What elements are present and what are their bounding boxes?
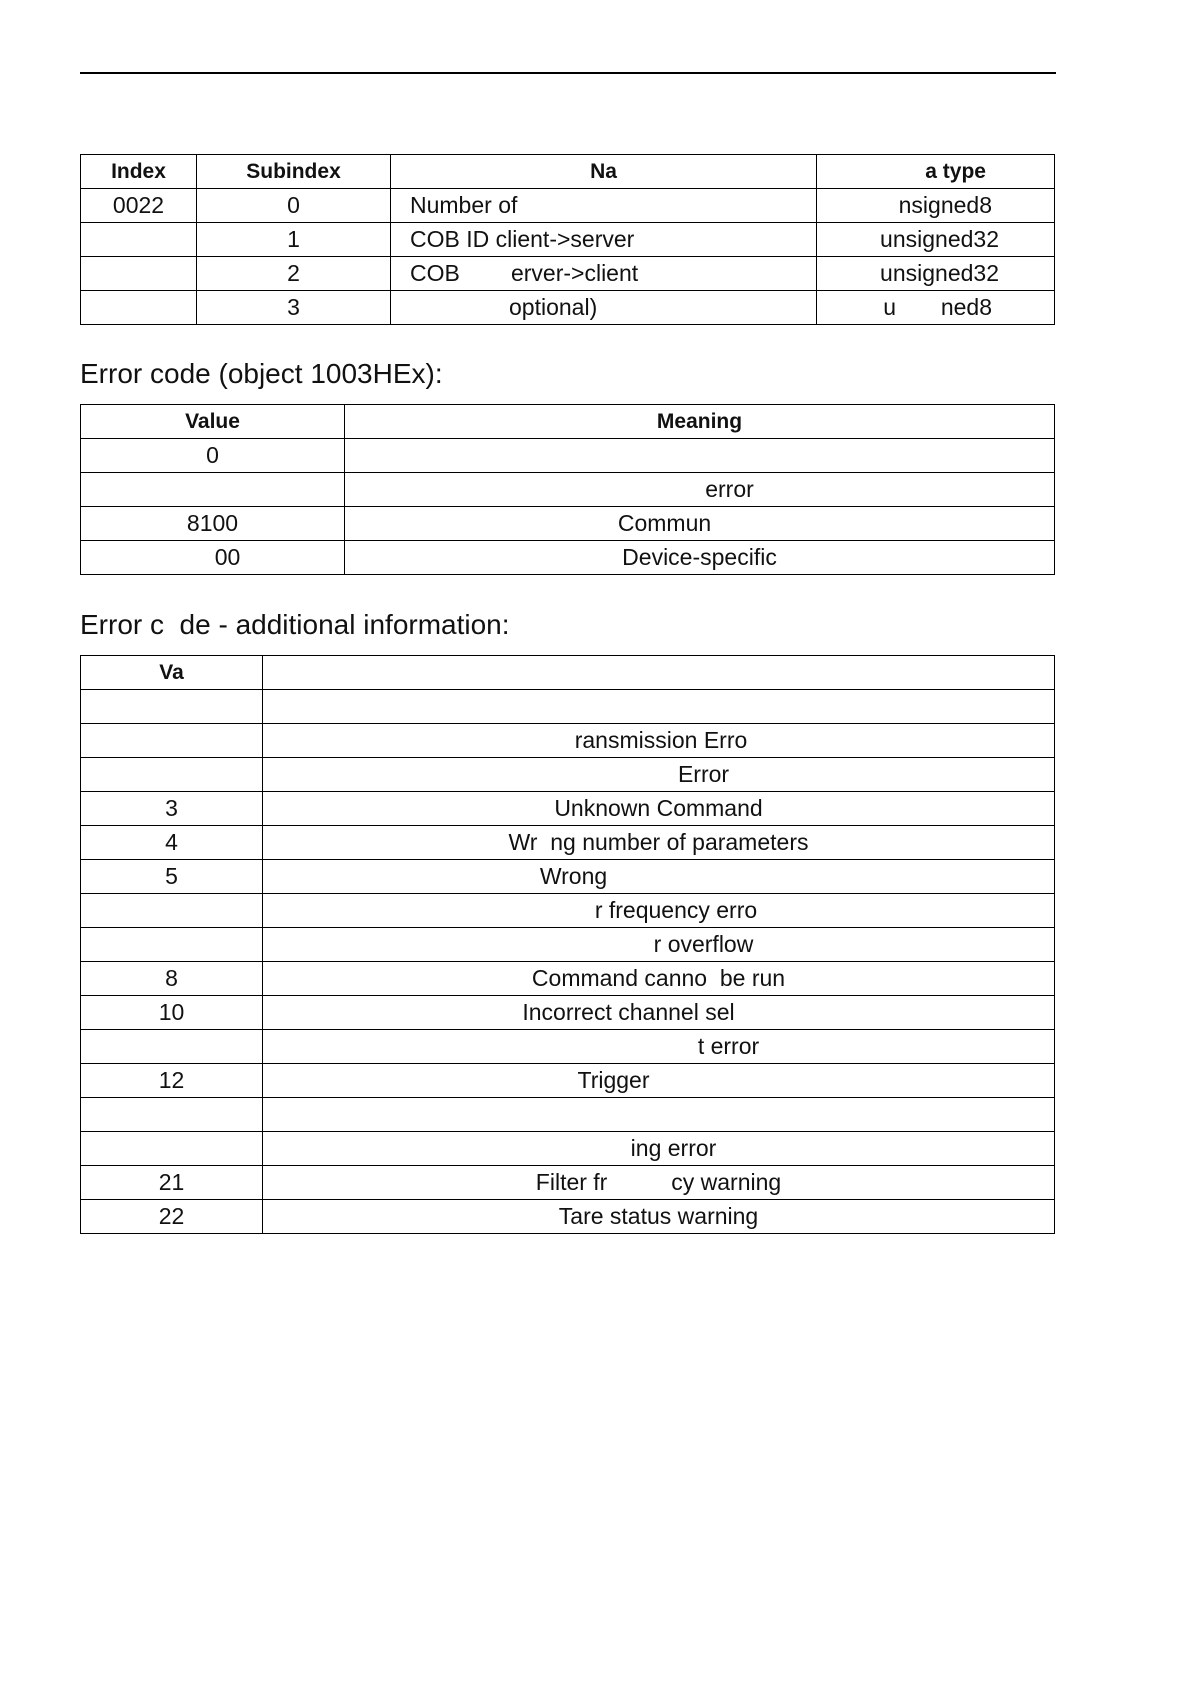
cell-index xyxy=(81,291,197,325)
object-table xyxy=(80,154,1055,325)
cell-name: Number of xyxy=(391,189,817,223)
header-subindex: Subindex xyxy=(197,155,391,189)
cell-subindex: 0 xyxy=(197,189,391,223)
cell-meaning: Wr ng number of parameters xyxy=(263,826,1055,860)
table-row xyxy=(81,1064,1055,1098)
cell-value xyxy=(81,1132,263,1166)
table-row xyxy=(81,1030,1055,1064)
error-code-table-header xyxy=(81,405,1055,439)
header-rule xyxy=(80,72,1056,74)
cell-meaning: Commun xyxy=(345,507,1055,541)
table-row xyxy=(81,724,1055,758)
header-meaning: Meaning xyxy=(345,405,1055,439)
cell-name: COB erver->client xyxy=(391,257,817,291)
cell-meaning: r frequency erro xyxy=(263,894,1055,928)
cell-subindex: 1 xyxy=(197,223,391,257)
cell-subindex: 3 xyxy=(197,291,391,325)
table-row xyxy=(81,758,1055,792)
cell-value xyxy=(81,894,263,928)
cell-meaning: r overflow xyxy=(263,928,1055,962)
cell-value xyxy=(81,1030,263,1064)
cell-name: COB ID client->server xyxy=(391,223,817,257)
cell-value xyxy=(81,928,263,962)
cell-value: 3 xyxy=(81,792,263,826)
table-row xyxy=(81,1200,1055,1234)
cell-value: 10 xyxy=(81,996,263,1030)
cell-meaning: error xyxy=(345,473,1055,507)
object-table-header xyxy=(81,155,1055,189)
cell-value xyxy=(81,1098,263,1132)
cell-index: 0022 xyxy=(81,189,197,223)
table-row xyxy=(81,291,1055,325)
table-row xyxy=(81,962,1055,996)
cell-meaning: Unknown Command xyxy=(263,792,1055,826)
table-row xyxy=(81,860,1055,894)
cell-subindex: 2 xyxy=(197,257,391,291)
header-index: Index xyxy=(81,155,197,189)
cell-meaning: Command canno be run xyxy=(263,962,1055,996)
header-value: Value xyxy=(81,405,345,439)
cell-value: 21 xyxy=(81,1166,263,1200)
table-row xyxy=(81,792,1055,826)
cell-data-type: u ned8 xyxy=(817,291,1055,325)
cell-meaning xyxy=(263,690,1055,724)
error-code-table xyxy=(80,404,1055,575)
cell-meaning: ransmission Erro xyxy=(263,724,1055,758)
cell-meaning xyxy=(345,439,1055,473)
cell-meaning: t error xyxy=(263,1030,1055,1064)
cell-meaning: ing error xyxy=(263,1132,1055,1166)
cell-value xyxy=(81,758,263,792)
cell-value: 8 xyxy=(81,962,263,996)
error-code-heading: Error code (object 1003HEx): xyxy=(80,358,443,389)
cell-index xyxy=(81,223,197,257)
header-data-type: a type xyxy=(817,155,1055,189)
table-row xyxy=(81,1132,1055,1166)
cell-value: 22 xyxy=(81,1200,263,1234)
cell-meaning: Device-specific xyxy=(345,541,1055,575)
additional-info-table xyxy=(80,655,1055,1234)
cell-meaning: Trigger xyxy=(263,1064,1055,1098)
table-row xyxy=(81,1166,1055,1200)
cell-value: 12 xyxy=(81,1064,263,1098)
table-row xyxy=(81,439,1055,473)
cell-data-type: unsigned32 xyxy=(817,223,1055,257)
table-row xyxy=(81,826,1055,860)
table-row xyxy=(81,996,1055,1030)
cell-value xyxy=(81,724,263,758)
cell-meaning xyxy=(263,1098,1055,1132)
table-row xyxy=(81,690,1055,724)
cell-data-type: unsigned32 xyxy=(817,257,1055,291)
cell-value: 00 xyxy=(81,541,345,575)
table-row xyxy=(81,541,1055,575)
table-row xyxy=(81,507,1055,541)
cell-data-type: nsigned8 xyxy=(817,189,1055,223)
cell-name: optional) xyxy=(391,291,817,325)
cell-value: 4 xyxy=(81,826,263,860)
cell-value: 5 xyxy=(81,860,263,894)
table-row xyxy=(81,928,1055,962)
cell-index xyxy=(81,257,197,291)
header-meaning xyxy=(263,656,1055,690)
table-row xyxy=(81,1098,1055,1132)
cell-value xyxy=(81,473,345,507)
table-row xyxy=(81,473,1055,507)
table-row xyxy=(81,189,1055,223)
cell-meaning: Incorrect channel sel xyxy=(263,996,1055,1030)
cell-meaning: Error xyxy=(263,758,1055,792)
header-value: Va xyxy=(81,656,263,690)
cell-value: 0 xyxy=(81,439,345,473)
cell-meaning: Wrong xyxy=(263,860,1055,894)
cell-value: 8100 xyxy=(81,507,345,541)
cell-meaning: Tare status warning xyxy=(263,1200,1055,1234)
cell-meaning: Filter fr cy warning xyxy=(263,1166,1055,1200)
additional-info-heading: Error c de - additional information: xyxy=(80,609,510,640)
additional-info-table-header xyxy=(81,656,1055,690)
header-name: Na xyxy=(391,155,817,189)
cell-value xyxy=(81,690,263,724)
table-row xyxy=(81,223,1055,257)
table-row xyxy=(81,894,1055,928)
table-row xyxy=(81,257,1055,291)
